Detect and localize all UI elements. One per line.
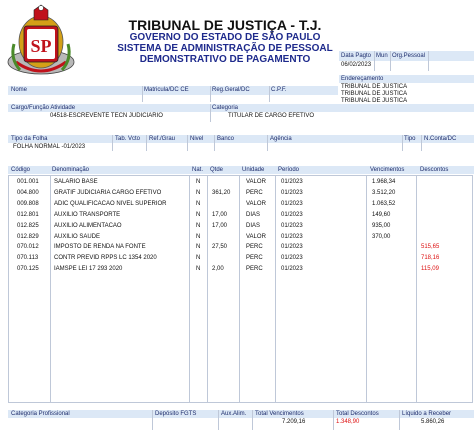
table-row [0,189,474,199]
categoria-value: TITULAR DE CARGO EFETIVO [228,113,315,119]
cell-periodo: 01/2023 [281,255,303,262]
cell-vencimentos: 3.512,20 [372,189,396,196]
cell-denominacao: AUXILIO ALIMENTACAO [54,222,122,229]
cell-qtde: 17,00 [212,211,228,218]
cell-periodo: 01/2023 [281,266,303,273]
categoria-profissional-label: Categoria Profissional [11,411,70,417]
table-row [0,265,474,275]
cell-codigo: 004.800 [17,189,39,196]
ref-grau-label: Ref./Grau [149,136,176,142]
nivel-label: Nivel [190,136,204,142]
table-row [0,200,474,210]
endereco-line-2: TRIBUNAL DE JUSTICA [341,91,408,97]
cell-vencimentos: 935,00 [372,222,391,229]
orgao-pessoal-label: Org.Pessoal [392,53,426,59]
cell-nat: N [196,211,201,218]
cell-unidade: PERC [246,266,263,273]
tab-vcto-label: Tab. Vcto [115,136,141,142]
header-line-3: DEMONSTRATIVO DE PAGAMENTO [139,54,311,65]
cell-periodo: 01/2023 [281,189,303,196]
cell-denominacao: ADIC QUALIFICACAO NIVEL SUPERIOR [54,200,167,207]
cell-denominacao: GRATIF JUDICIARIA CARGO EFETIVO [54,189,162,196]
cell-denominacao: AUXILIO SAUDE [54,233,101,240]
cell-unidade: PERC [246,244,263,251]
cell-nat: N [196,244,201,251]
col-codigo: Código [11,167,31,173]
table-row [0,243,474,253]
cell-nat: N [196,266,201,273]
data-pagto-value: 06/02/2023 [341,62,372,68]
cell-periodo: 01/2023 [281,222,303,229]
cell-nat: N [196,233,201,240]
cell-unidade: VALOR [246,179,266,185]
col-denominacao: Denominação [52,167,90,173]
endereco-line-1: TRIBUNAL DE JUSTICA [341,84,408,90]
cell-periodo: 01/2023 [281,244,303,251]
categoria-label: Categoria [212,105,239,111]
cell-codigo: 070.012 [17,244,39,251]
cell-codigo: 012.801 [17,211,39,218]
tipo-label: Tipo [404,136,416,142]
cell-denominacao: CONTR PREVID RPPS LC 1354 2020 [54,255,157,262]
cell-denominacao: IMPOSTO DE RENDA NA FONTE [54,244,146,251]
cell-codigo: 070.113 [17,255,39,262]
cell-qtde: 27,50 [212,244,228,251]
cell-qtde: 361,20 [212,189,231,196]
header-line-2: SISTEMA DE ADMINISTRAÇÃO DE PESSOAL [117,43,333,54]
nome-label: Nome [11,87,28,93]
mun-label: Mun [376,53,388,59]
cell-unidade: DIAS [246,211,261,218]
cell-unidade: VALOR [246,233,266,240]
total-descontos-label: Total Descontos [336,411,379,417]
col-unidade: Unidade [242,167,265,173]
cell-unidade: DIAS [246,222,261,229]
cell-denominacao: SALARIO BASE [54,179,98,185]
total-descontos-value: 1.348,90 [336,419,360,425]
reg-geral-label: Reg.Geral/DC [212,87,250,93]
cell-descontos: 718,16 [421,255,440,262]
state-seal-logo [6,4,76,82]
cell-vencimentos: 370,00 [372,233,391,240]
cell-unidade: VALOR [246,200,266,207]
cell-codigo: 001.001 [17,179,39,185]
col-descontos: Descontos [420,167,449,173]
tipo-folha-value: FOLHA NORMAL -01/2023 [13,144,86,150]
cell-denominacao: IAMSPE LEI 17 293 2020 [54,266,123,273]
banco-label: Banco [217,136,235,142]
cell-nat: N [196,179,201,185]
deposito-fgts-label: Depósito FGTS [155,411,197,417]
cell-codigo: 012.825 [17,222,39,229]
cell-vencimentos: 1.063,52 [372,200,396,207]
cell-qtde: 17,00 [212,222,228,229]
cell-nat: N [196,255,201,262]
endereco-line-3: TRIBUNAL DE JUSTICA [341,98,408,104]
cell-vencimentos: 1.968,34 [372,179,396,185]
total-vencimentos-value: 7.209,16 [282,419,306,425]
liquido-receber-value: 5.860,26 [421,419,445,425]
cell-codigo: 070.125 [17,266,39,273]
col-vencimentos: Vencimentos [370,167,405,173]
tipo-folha-label: Tipo da Folha [11,136,48,142]
cargo-label: Cargo/Função Atividade [11,105,76,111]
col-periodo: Período [278,167,300,173]
cell-unidade: PERC [246,189,263,196]
agencia-label: Agência [270,136,292,142]
col-nat: Nat. [192,167,204,173]
cell-nat: N [196,222,201,229]
seal-letters: SP [30,36,52,56]
total-vencimentos-label: Total Vencimentos [255,411,304,417]
data-pagto-label: Data Pagto [341,53,372,59]
aux-alim-label: Aux.Alim. [221,411,247,417]
cell-denominacao: AUXILIO TRANSPORTE [54,211,121,218]
liquido-receber-label: Líquido a Receber [402,411,452,417]
matricula-label: Matricula/DC CE [144,87,189,93]
table-row [0,178,474,188]
nconta-label: N.Conta/DC [424,136,457,142]
cell-descontos: 515,65 [421,244,440,251]
cell-qtde: 2,00 [212,266,224,273]
cell-periodo: 01/2023 [281,211,303,218]
cell-periodo: 01/2023 [281,233,303,240]
table-row [0,222,474,232]
cell-descontos: 115,09 [421,266,439,273]
page-title: TRIBUNAL DE JUSTIÇA - T.J. [128,17,322,33]
cell-unidade: PERC [246,255,263,262]
cell-vencimentos: 149,60 [372,211,391,218]
cell-nat: N [196,200,201,207]
table-row [0,211,474,221]
cpf-label: C.P.F. [271,87,287,93]
cargo-value: 04518-ESCREVENTE TECN JUDICIARIO [50,113,163,119]
cell-nat: N [196,189,201,196]
cell-periodo: 01/2023 [281,179,303,185]
cell-codigo: 012.829 [17,233,39,240]
cell-codigo: 009.808 [17,200,39,207]
table-row [0,254,474,264]
col-qtde: Qtde [210,167,224,173]
table-row [0,233,474,243]
enderecamento-label: Endereçamento [341,76,384,82]
cell-periodo: 01/2023 [281,200,303,207]
header-line-1: GOVERNO DO ESTADO DE SÃO PAULO [129,32,321,43]
